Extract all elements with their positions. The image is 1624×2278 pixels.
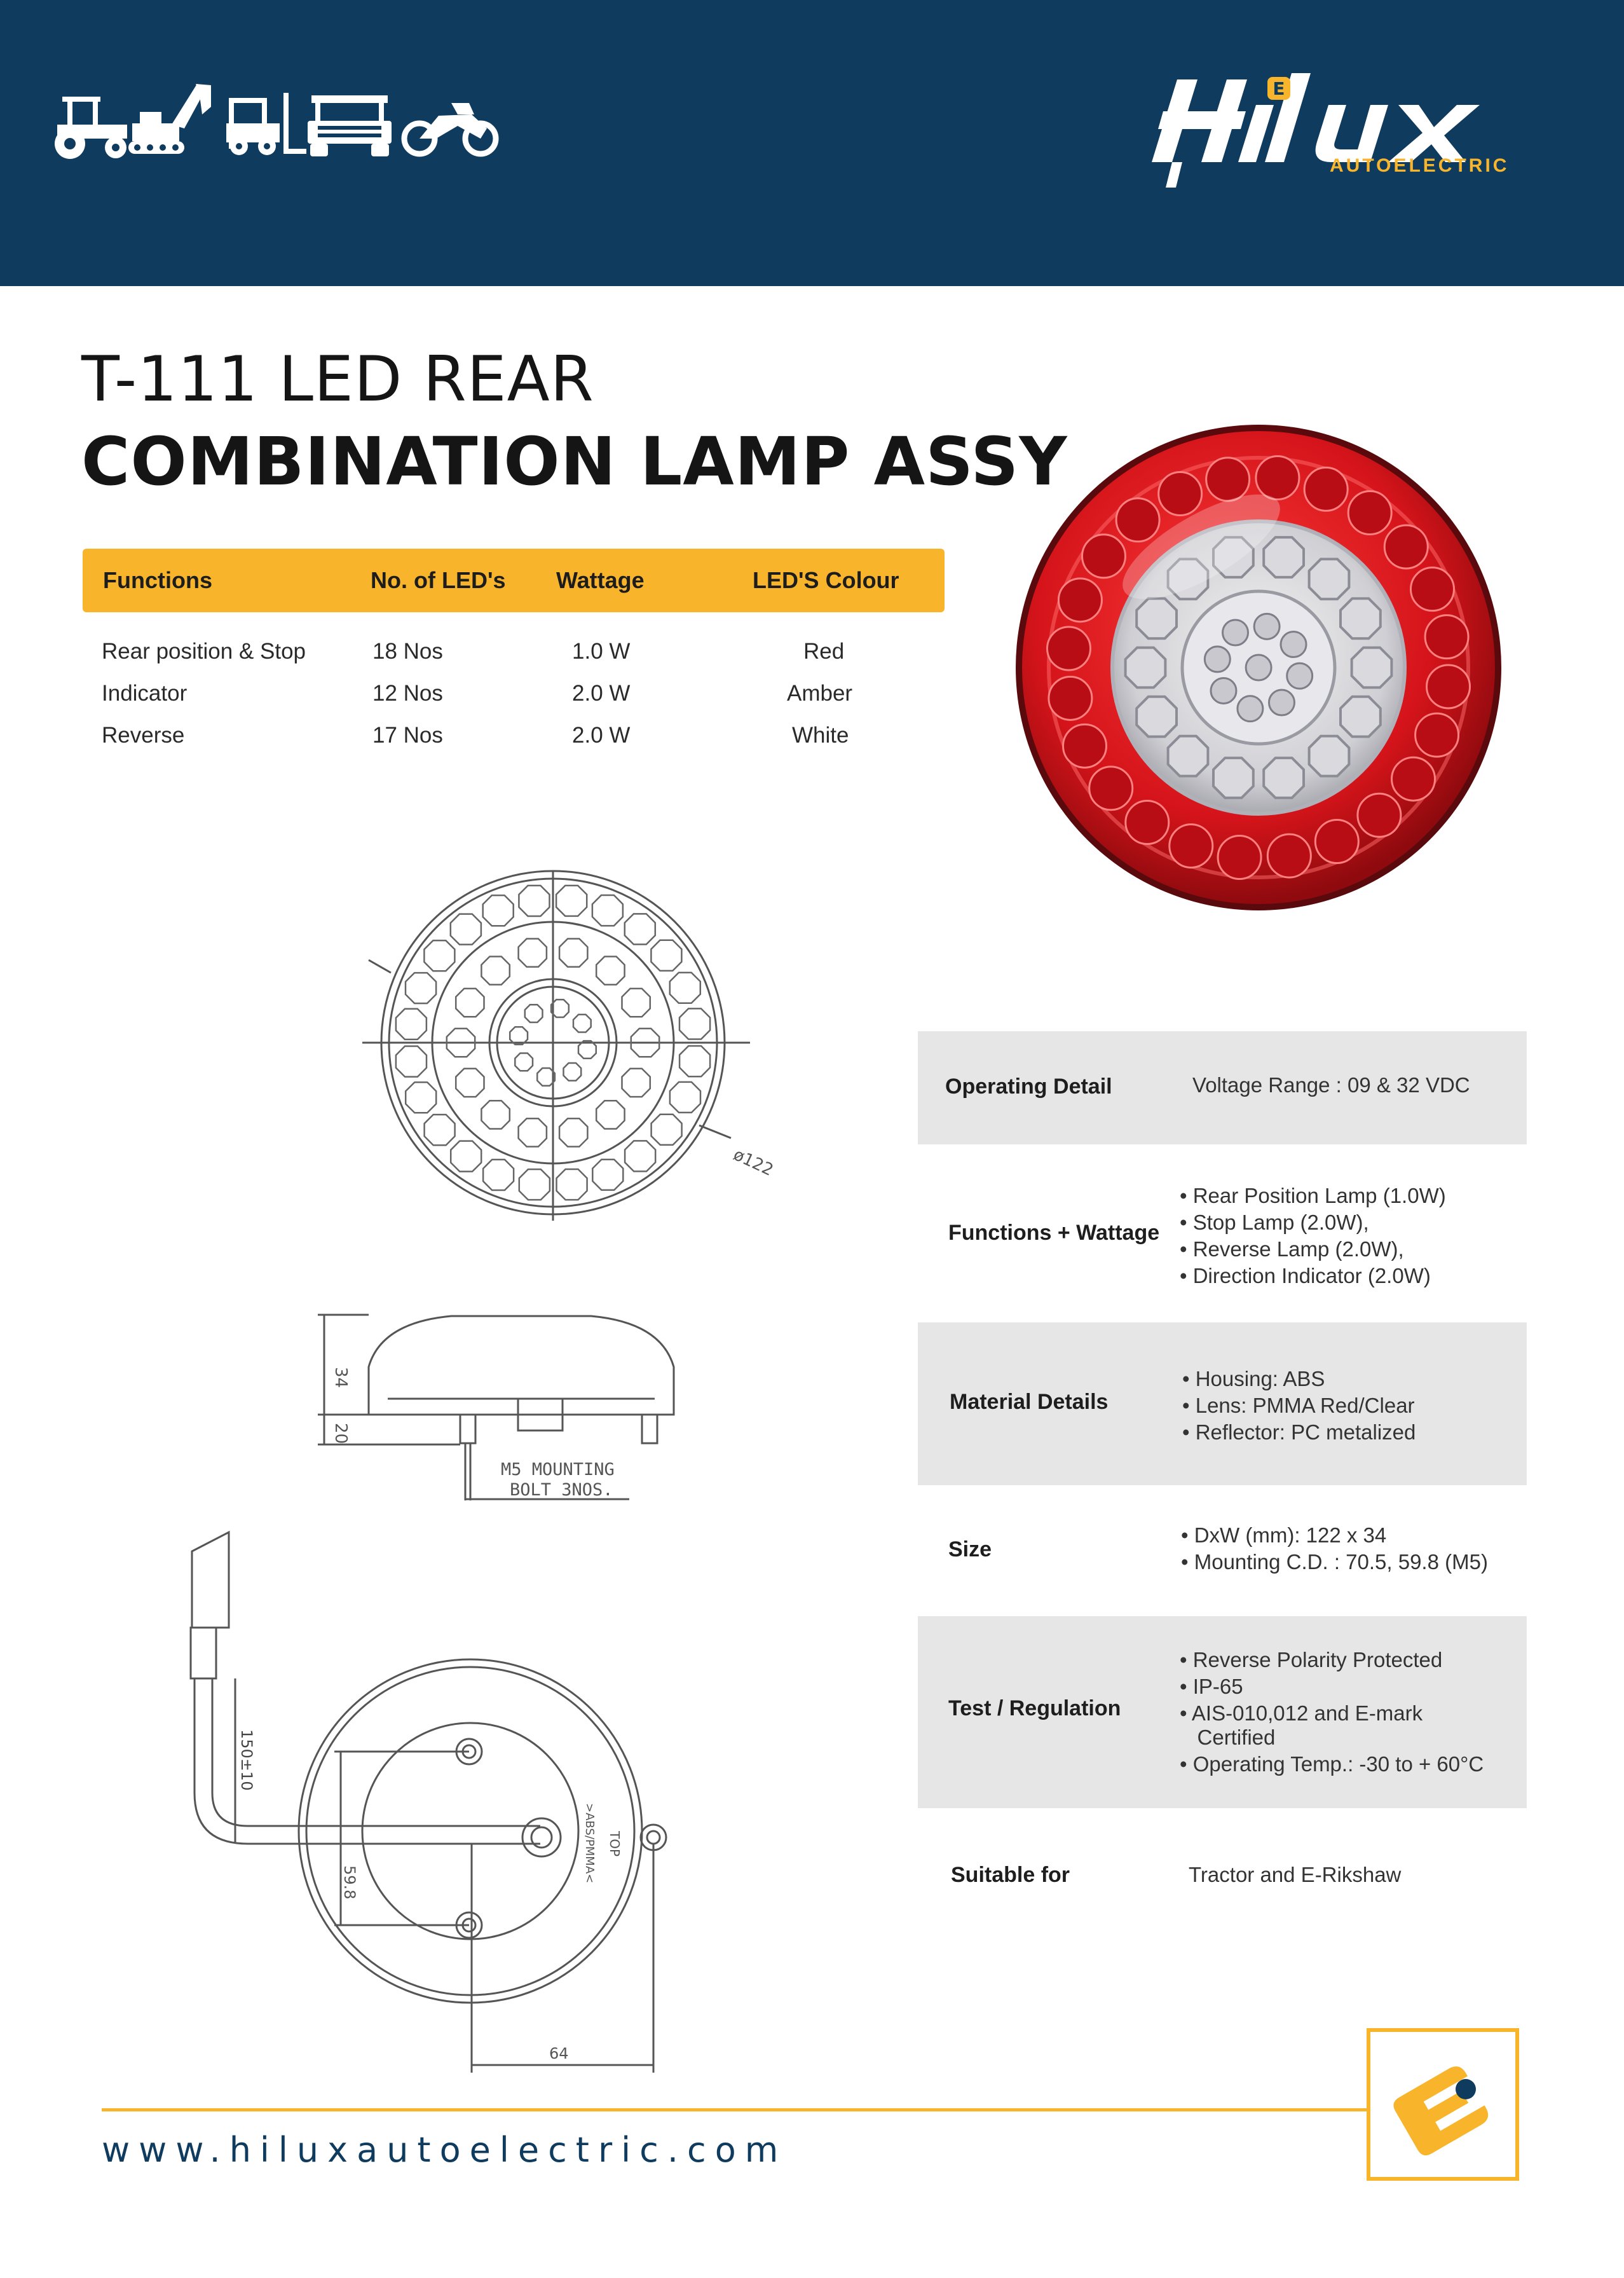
led-mark	[1416, 713, 1459, 757]
spec-label-operating: Operating Detail	[945, 1074, 1112, 1099]
led-mark	[406, 973, 436, 1003]
led-mark	[1206, 458, 1250, 501]
col-functions: Functions	[103, 567, 212, 593]
led-mark	[1211, 678, 1236, 703]
led-mark	[1341, 598, 1381, 638]
led-mark	[1213, 758, 1253, 798]
spec-value: • Mounting C.D. : 70.5, 59.8 (M5)	[1181, 1550, 1488, 1574]
led-mark	[1126, 801, 1169, 844]
led-mark	[1246, 655, 1271, 680]
led-mark	[1309, 559, 1349, 599]
top-mark: TOP	[607, 1831, 622, 1857]
material-mark: >ABS/PMMA<	[583, 1803, 596, 1884]
led-mark	[1116, 498, 1159, 542]
led-mark	[1058, 579, 1102, 622]
led-mark	[525, 1005, 543, 1022]
table-cell: Amber	[787, 681, 853, 706]
led-mark	[424, 940, 454, 971]
led-mark	[451, 1141, 481, 1172]
spec-value: • Housing: ABS	[1182, 1367, 1325, 1390]
product-title-line1: T-111 LED REAR	[81, 343, 594, 416]
led-mark	[1287, 663, 1313, 689]
led-mark	[1089, 767, 1133, 810]
bolt-note-line1: M5 MOUNTING	[501, 1460, 615, 1479]
led-mark	[592, 895, 623, 926]
led-mark	[1136, 697, 1177, 737]
spec-label-size: Size	[948, 1537, 992, 1561]
led-mark	[1384, 525, 1428, 568]
led-mark	[559, 1118, 587, 1146]
table-cell: 17 Nos	[372, 723, 443, 748]
led-mark	[483, 1160, 514, 1190]
tractor-icon	[55, 97, 127, 159]
led-mark	[1254, 614, 1279, 639]
led-mark	[651, 940, 681, 971]
led-mark	[1136, 598, 1177, 638]
brand-badge	[1367, 2028, 1519, 2181]
led-mark	[625, 914, 655, 944]
led-mark	[1256, 456, 1299, 499]
led-mark	[652, 1115, 682, 1145]
col-led-colour: LED'S Colour	[753, 567, 899, 593]
led-mark	[1264, 758, 1304, 798]
spec-value: Tractor and E-Rikshaw	[1189, 1863, 1402, 1886]
excavator-icon	[128, 84, 211, 154]
spec-value: • Lens: PMMA Red/Clear	[1182, 1394, 1415, 1417]
spec-value: • Operating Temp.: -30 to + 60°C	[1180, 1752, 1484, 1776]
led-mark	[1358, 793, 1401, 837]
led-mark	[1352, 648, 1392, 688]
spec-value: • IP-65	[1180, 1675, 1243, 1698]
table-cell: Indicator	[102, 681, 188, 706]
bolt-note-line2: BOLT 3NOS.	[510, 1480, 613, 1500]
led-mark	[622, 1069, 650, 1097]
table-cell: White	[792, 723, 849, 748]
led-mark	[481, 1101, 509, 1129]
front-view-drawing	[343, 865, 788, 1246]
forklift-icon	[226, 93, 306, 155]
led-mark	[622, 989, 650, 1017]
led-mark	[1264, 537, 1304, 577]
led-mark	[1410, 568, 1454, 611]
spec-value: • DxW (mm): 122 x 34	[1181, 1523, 1387, 1547]
led-mark	[406, 1082, 436, 1113]
vertical-mount-dimension: 59.8	[341, 1865, 358, 1900]
led-mark	[1082, 535, 1125, 578]
table-cell: 12 Nos	[372, 681, 443, 706]
spec-value: • Stop Lamp (2.0W),	[1180, 1211, 1369, 1234]
led-mark	[573, 1015, 591, 1033]
led-mark	[596, 1101, 624, 1129]
spec-value: Certified	[1180, 1726, 1276, 1749]
led-mark	[559, 939, 587, 967]
led-mark	[557, 1169, 587, 1200]
led-mark	[519, 1169, 550, 1200]
led-mark	[1341, 697, 1381, 737]
led-mark	[481, 957, 509, 985]
led-mark	[1170, 825, 1213, 868]
spec-value: • Reverse Polarity Protected	[1180, 1648, 1443, 1671]
led-mark	[556, 886, 587, 916]
brand-subtitle: AUTOELECTRIC	[1330, 155, 1510, 176]
led-mark	[679, 1008, 710, 1039]
col-led-count: No. of LED's	[371, 567, 506, 593]
led-mark	[483, 895, 514, 926]
table-cell: 18 Nos	[372, 639, 443, 664]
led-mark	[519, 939, 547, 967]
spec-label-functions: Functions + Wattage	[948, 1221, 1160, 1245]
brand-e-mark	[1267, 77, 1290, 100]
led-mark	[1159, 472, 1202, 516]
spec-value: Voltage Range : 09 & 32 VDC	[1192, 1073, 1470, 1097]
col-wattage: Wattage	[556, 567, 645, 593]
led-mark	[1427, 665, 1470, 708]
led-mark	[396, 1046, 426, 1077]
height-dimension: 34	[331, 1367, 350, 1389]
led-mark	[564, 1063, 582, 1081]
led-mark	[1238, 696, 1263, 722]
led-mark	[670, 1082, 700, 1113]
led-mark	[1267, 834, 1311, 877]
jeep-icon	[308, 95, 392, 156]
led-mark	[1392, 757, 1435, 800]
led-mark	[396, 1009, 426, 1040]
spec-value: • Rear Position Lamp (1.0W)	[1180, 1184, 1446, 1207]
led-mark	[1223, 620, 1248, 645]
table-cell: Reverse	[102, 723, 185, 748]
led-mark	[670, 973, 700, 1003]
cable-length-dimension: 150±10	[238, 1729, 256, 1791]
led-mark	[519, 1118, 547, 1146]
spec-value: • Reverse Lamp (2.0W),	[1180, 1237, 1404, 1261]
table-cell: 2.0 W	[572, 723, 631, 748]
led-mark	[1047, 627, 1090, 670]
led-mark	[1063, 724, 1107, 767]
table-cell: Red	[803, 639, 845, 664]
led-mark	[679, 1046, 710, 1076]
led-mark	[1269, 690, 1294, 715]
led-mark	[451, 914, 481, 945]
e-logo-icon	[1370, 2032, 1515, 2177]
vehicle-icons	[44, 70, 502, 165]
spec-value: • Direction Indicator (2.0W)	[1180, 1264, 1431, 1287]
led-mark	[515, 1053, 533, 1071]
led-mark	[1049, 676, 1092, 720]
led-mark	[1168, 736, 1208, 776]
table-cell: 2.0 W	[572, 681, 631, 706]
spec-value: • AIS-010,012 and E-mark	[1180, 1701, 1423, 1725]
table-cell: Rear position & Stop	[102, 639, 306, 664]
led-mark	[1315, 820, 1358, 863]
horizontal-mount-dimension: 64	[549, 2045, 569, 2062]
website-url[interactable]: www.hiluxautoelectric.com	[102, 2130, 788, 2170]
led-mark	[596, 957, 624, 985]
header-bar	[0, 0, 1624, 286]
led-mark	[1309, 736, 1349, 776]
product-title-line2: COMBINATION LAMP ASSY	[81, 423, 1068, 500]
spec-label-test: Test / Regulation	[948, 1696, 1121, 1720]
diameter-dimension: ø122	[730, 1145, 777, 1181]
spec-label-material: Material Details	[950, 1390, 1109, 1414]
led-mark	[456, 989, 484, 1017]
led-mark	[1126, 648, 1166, 688]
led-mark	[425, 1115, 455, 1145]
led-mark	[1425, 615, 1468, 659]
spec-value: • Reflector: PC metalized	[1182, 1420, 1416, 1444]
led-mark	[456, 1069, 484, 1097]
led-mark	[519, 886, 549, 916]
table-cell: 1.0 W	[572, 639, 631, 664]
spec-label-suitable: Suitable for	[951, 1863, 1070, 1887]
led-mark	[1304, 467, 1348, 511]
led-mark	[1281, 632, 1306, 657]
led-mark	[1204, 647, 1230, 672]
led-mark	[1348, 491, 1391, 534]
stud-dimension: 20	[331, 1423, 350, 1444]
footer-divider	[102, 2108, 1367, 2111]
rear-view-drawing	[178, 1526, 731, 2085]
svg-text:E: E	[1273, 78, 1285, 99]
led-mark	[592, 1160, 623, 1190]
lamp-product-photo	[1011, 420, 1506, 916]
side-view-drawing	[299, 1297, 744, 1507]
led-mark	[1218, 836, 1261, 879]
led-mark	[625, 1141, 655, 1171]
